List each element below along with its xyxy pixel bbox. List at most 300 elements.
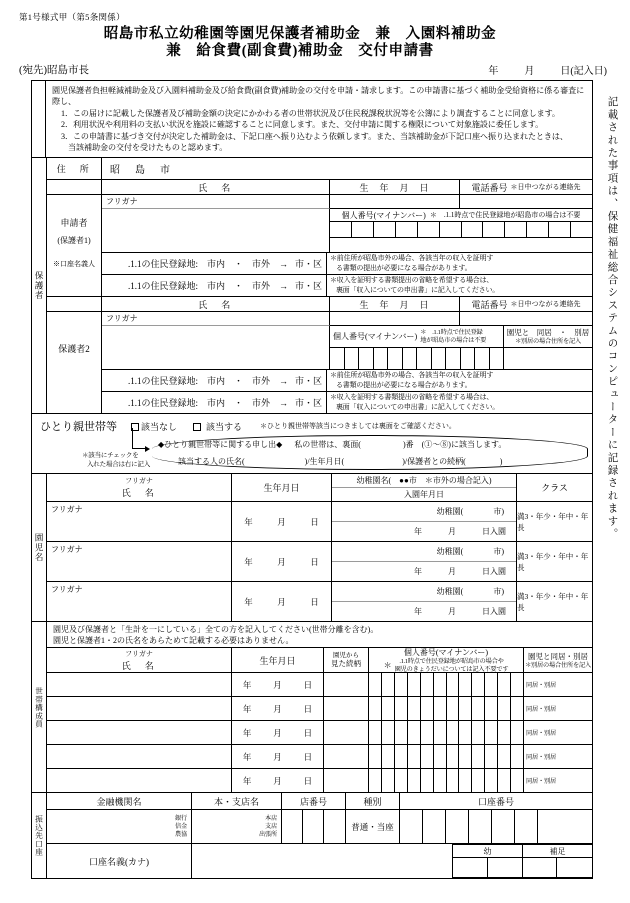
hh-col-cohabit-label: 園児と同居・別居 — [528, 651, 588, 661]
g1-residence-row-1 — [47, 253, 592, 275]
child-enroll-d: 日入園 — [482, 567, 506, 577]
g1-col-tel — [460, 180, 592, 195]
mn-cell[interactable] — [485, 697, 498, 720]
child-class-select[interactable]: 満3・年少・年中・年長 — [517, 582, 592, 622]
household-row — [47, 673, 592, 697]
g1-tel-input[interactable] — [460, 195, 592, 209]
hh-col-relation-l1: 園児から — [333, 652, 359, 660]
title-line-2: 兼 給食費(副食費)補助金 交付申請書 — [166, 43, 434, 59]
g1-col-name: 氏 名 — [102, 180, 330, 195]
mn-cell[interactable] — [408, 697, 421, 720]
hh-relation-input[interactable] — [324, 769, 369, 793]
g2-birth-input[interactable] — [330, 312, 460, 326]
branch-no-cell[interactable] — [303, 810, 324, 844]
children-col-headers — [47, 474, 592, 502]
mn-cell[interactable] — [485, 769, 498, 792]
child-row — [47, 502, 592, 542]
g2-residence-1-label: .1.1の住民登録地: 市内 ・ 市外 → — [128, 376, 289, 387]
mn-cell[interactable] — [511, 697, 523, 720]
mn-cell[interactable] — [369, 673, 382, 696]
office-cell[interactable] — [557, 858, 592, 877]
office-cell[interactable] — [523, 858, 558, 877]
g2-furigana-label: フリガナ — [102, 312, 330, 326]
hh-col-relation — [324, 648, 369, 673]
form-body — [31, 80, 593, 879]
child-col-enroll-label: 入園年月日 — [404, 490, 444, 500]
mn-cell[interactable] — [374, 348, 389, 369]
mn-cell[interactable] — [571, 222, 592, 237]
hh-birth-m: 月 — [273, 727, 282, 738]
mn-cell[interactable] — [527, 222, 549, 237]
address-value[interactable]: 昭 島 市 — [102, 158, 592, 180]
mn-cell[interactable] — [369, 745, 382, 768]
g2-residence-2[interactable] — [102, 392, 327, 414]
mn-cell[interactable] — [434, 697, 447, 720]
g2-mynumber-block — [330, 326, 592, 370]
household-instruction-l1: 園児及び保護者と「生計を一にしている」全ての方を記入してください(世帯分離を含む)。 — [53, 625, 379, 635]
g1-residence-1-label: .1.1の住民登録地: 市内 ・ 市外 → — [128, 259, 289, 270]
mn-cell[interactable] — [440, 222, 462, 237]
mn-cell[interactable] — [417, 348, 432, 369]
hh-mynumber-cells[interactable] — [369, 745, 524, 769]
mn-cell[interactable] — [369, 697, 382, 720]
hh-name-input[interactable] — [47, 769, 232, 793]
household-row — [47, 721, 592, 745]
g1-col-tel-note: ＊日中つながる連絡先 — [510, 183, 581, 192]
hh-birth-input[interactable] — [232, 769, 324, 793]
hh-mynumber-cells[interactable] — [369, 697, 524, 721]
hh-mynumber-cells[interactable] — [369, 769, 524, 793]
hh-cohabit-select[interactable] — [524, 769, 592, 793]
g1-residence-1-suffix: 市・区 — [294, 259, 322, 270]
intro-text — [46, 81, 592, 158]
hh-name-input[interactable] — [47, 697, 232, 721]
mn-cell[interactable] — [421, 673, 434, 696]
child-birth-input[interactable] — [232, 542, 332, 582]
child-enroll-y: 年 — [414, 567, 422, 577]
guardian2-label: 保護者2 — [47, 326, 102, 370]
child-enroll-input[interactable] — [332, 562, 516, 581]
hh-cohabit-select[interactable] — [524, 673, 592, 697]
mn-cell[interactable] — [403, 348, 418, 369]
child-name-input[interactable] — [47, 582, 232, 622]
household-row — [47, 745, 592, 769]
child-enroll-d: 日入園 — [482, 607, 506, 617]
child-enroll-input[interactable] — [332, 602, 516, 621]
account-no-cell[interactable] — [538, 810, 592, 844]
mn-cell[interactable] — [382, 721, 395, 744]
child-name-input[interactable] — [47, 542, 232, 582]
child-kinder-cell[interactable] — [332, 502, 517, 542]
income-note-1 — [327, 253, 592, 275]
g1-col-tel-label: 電話番号 — [471, 182, 508, 193]
mn-cell[interactable] — [418, 222, 440, 237]
hh-relation-input[interactable] — [324, 721, 369, 745]
child-col-class: クラス — [517, 474, 592, 502]
declaration-line2-a: 該当する人の氏名( — [178, 457, 245, 467]
hh-mynumber-note — [395, 658, 509, 674]
mn-cell[interactable] — [447, 673, 460, 696]
mn-cell[interactable] — [446, 348, 461, 369]
g1-header-blank — [47, 180, 102, 195]
g1-col-birth: 生 年 月 日 — [330, 180, 460, 195]
mn-cell[interactable] — [461, 348, 476, 369]
child-birth-m: 月 — [277, 596, 286, 607]
child-col-name — [47, 474, 232, 502]
child-kinder-cell[interactable] — [332, 582, 517, 622]
bank-col-account-no: 口座番号 — [400, 793, 592, 810]
account-holder-note-text: ※口座名義人 — [53, 260, 95, 269]
branch-kind-3[interactable]: 出張所 — [259, 830, 277, 838]
bank-entry-row — [47, 810, 592, 844]
mn-cell[interactable] — [459, 745, 472, 768]
mn-cell[interactable] — [447, 721, 460, 744]
household-instruction-l2: 園児と保護者1・2の氏名をあらためて記載する必要はありません。 — [53, 636, 294, 646]
check-note-l2: 入れた場合は右に記入 — [87, 460, 151, 468]
mn-cell[interactable] — [498, 697, 511, 720]
hh-relation-input[interactable] — [324, 745, 369, 769]
g2-income-note-2-l1: ＊収入を証明する書類提出の省略を希望する場合は、 — [330, 393, 494, 402]
account-no-cell[interactable] — [492, 810, 515, 844]
single-parent-label: ひとり親世帯等 — [40, 421, 117, 434]
office-col-1: 幼 — [453, 845, 523, 857]
hh-cohabit-value: 同居・別居 — [526, 730, 556, 738]
address-label: 住 所 — [47, 158, 102, 180]
hh-cohabit-value: 同居・別居 — [526, 706, 556, 714]
hh-birth-input[interactable] — [232, 745, 324, 769]
bank-kind-1[interactable]: 銀行 — [175, 814, 187, 822]
hh-relation-input[interactable] — [324, 697, 369, 721]
g1-mynumber-block — [330, 209, 592, 253]
hh-cohabit-value: 同居・別居 — [526, 682, 556, 690]
child-birth-y: 年 — [244, 556, 253, 567]
mn-cell[interactable] — [374, 222, 396, 237]
mn-cell[interactable] — [511, 721, 523, 744]
child-enroll-y: 年 — [414, 607, 422, 617]
mn-cell[interactable] — [395, 769, 408, 792]
g2-tel-input[interactable] — [460, 312, 592, 326]
g1-mynumber-cells[interactable] — [330, 222, 592, 238]
hh-birth-input[interactable] — [232, 721, 324, 745]
g2-residence-1-suffix: 市・区 — [294, 376, 322, 387]
mn-cell[interactable] — [382, 769, 395, 792]
hh-name-input[interactable] — [47, 721, 232, 745]
child-birth-m: 月 — [277, 556, 286, 567]
date-day: 日(記入日) — [560, 66, 607, 77]
child-kinder-input[interactable] — [332, 542, 516, 562]
single-parent-check-note — [82, 452, 150, 469]
hh-birth-d: 日 — [303, 751, 313, 762]
g2-income-note-2-l2: 裏面「収入についての申出書」に記入してください。 — [336, 402, 500, 411]
mn-cell[interactable] — [408, 673, 421, 696]
declaration-line2-c: )/保護者との続柄( — [402, 457, 466, 467]
g1-residence-2-suffix: 市・区 — [294, 281, 322, 292]
hh-mynumber-cells[interactable] — [369, 721, 524, 745]
date-month: 月 — [524, 66, 535, 77]
office-cell[interactable] — [453, 858, 488, 877]
hh-mn-note-l2: 園児のきょうだいについては記入不要です — [394, 665, 509, 673]
g2-mynumber-note — [420, 329, 486, 345]
mn-cell[interactable] — [472, 745, 485, 768]
g1-furigana-row — [47, 195, 592, 209]
g2-header-blank — [47, 297, 102, 312]
mn-cell[interactable] — [459, 673, 472, 696]
mn-cell[interactable] — [505, 222, 527, 237]
bank-name-input[interactable] — [47, 810, 192, 844]
mn-cell[interactable] — [485, 745, 498, 768]
household-vertical-label: 世帯構成員 — [32, 622, 47, 793]
child-kinder-input[interactable] — [332, 502, 516, 522]
mn-cell[interactable] — [408, 769, 421, 792]
child-class-select[interactable]: 満3・年少・年中・年長 — [517, 502, 592, 542]
g2-mynumber-cells[interactable] — [330, 348, 504, 369]
mn-cell[interactable] — [485, 721, 498, 744]
child-furigana-label: フリガナ — [51, 585, 83, 595]
form-title — [0, 26, 600, 60]
intro-p2: 1．この届けに記載した保護者及び補助金額の決定にかかわる者の世帯状況及び住民税課税状況等を公簿により調査することに同意します。 — [61, 108, 560, 118]
mn-cell[interactable] — [511, 673, 523, 696]
account-no-cell[interactable] — [469, 810, 492, 844]
child-birth-input[interactable] — [232, 582, 332, 622]
intro-p1: 園児保護者負担軽減補助金及び入園料補助金及び給食費(副食費)補助金の交付を申請・請求します。この申請書に基づく補助金受給資格に係る審査に際し、 — [52, 86, 585, 107]
mn-cell[interactable] — [549, 222, 571, 237]
single-parent-declaration-box — [152, 435, 588, 470]
income-note-2-l1: ＊収入を証明する書類提出の省略を希望する場合は、 — [330, 276, 494, 285]
bank-kind-2[interactable]: 信金 — [175, 822, 187, 830]
hh-col-name-label: 氏 名 — [121, 660, 157, 671]
g2-cohabit-input[interactable] — [504, 348, 592, 369]
income-note-1-l1: ＊前住所が昭島市外の場合、各該当年の収入を証明す — [330, 254, 494, 263]
account-no-cell[interactable] — [423, 810, 446, 844]
date-entry[interactable] — [488, 62, 611, 77]
mn-cell[interactable] — [511, 769, 523, 792]
mn-cell[interactable] — [369, 721, 382, 744]
mn-cell[interactable] — [459, 697, 472, 720]
child-kinder-suffix-a: 幼稚園( — [436, 547, 464, 557]
mn-cell[interactable] — [345, 348, 360, 369]
addressee-label: (宛先)昭島市長 — [19, 65, 89, 76]
child-row — [47, 582, 592, 622]
mn-cell[interactable] — [498, 673, 511, 696]
hh-birth-input[interactable] — [232, 673, 324, 697]
mn-cell[interactable] — [434, 769, 447, 792]
income-note-1-l2: る書類の提出が必要になる場合があります。 — [336, 263, 472, 272]
child-birth-input[interactable] — [232, 502, 332, 542]
g2-col-birth: 生 年 月 日 — [330, 297, 460, 312]
mn-cell[interactable] — [359, 348, 374, 369]
branch-kind-2[interactable]: 支店 — [265, 822, 277, 830]
guardian-vertical-label: 保護者 — [32, 158, 47, 414]
mn-cell[interactable] — [421, 721, 434, 744]
hh-cohabit-select[interactable] — [524, 697, 592, 721]
account-holder-label: 口座名義(カナ) — [47, 844, 192, 878]
g2-residence-1[interactable] — [102, 370, 327, 392]
mn-cell[interactable] — [483, 222, 505, 237]
g1-residence-2[interactable] — [102, 275, 327, 297]
arrow-connector-icon — [132, 428, 146, 449]
guardian2-col-headers — [47, 297, 592, 312]
g2-residence-1-blank — [47, 370, 102, 392]
mn-cell[interactable] — [382, 745, 395, 768]
mn-cell[interactable] — [472, 721, 485, 744]
account-holder-note — [47, 253, 102, 275]
office-cell[interactable] — [488, 858, 523, 877]
hh-cohabit-select[interactable] — [524, 745, 592, 769]
child-class-select[interactable]: 満3・年少・年中・年長 — [517, 542, 592, 582]
single-parent-yes-option[interactable] — [193, 417, 242, 435]
child-col-kinder-label: 幼稚園名( ●●市 ＊市外の場合記入) — [332, 474, 516, 488]
hh-name-input[interactable] — [47, 673, 232, 697]
g2-name-mynumber-row — [47, 326, 592, 370]
mn-cell[interactable] — [511, 745, 523, 768]
g2-residence-row-1 — [47, 370, 592, 392]
hh-birth-y: 年 — [242, 703, 252, 714]
g2-col-tel — [460, 297, 592, 312]
hh-cohabit-select[interactable] — [524, 721, 592, 745]
branch-no-cell[interactable] — [324, 810, 346, 844]
hh-birth-input[interactable] — [232, 697, 324, 721]
g1-residence-1[interactable] — [102, 253, 327, 275]
bank-col-name: 金融機関名 — [47, 793, 192, 810]
g1-name-input[interactable] — [102, 209, 330, 253]
mn-cell[interactable] — [432, 348, 447, 369]
mn-cell[interactable] — [472, 673, 485, 696]
mn-cell[interactable] — [421, 769, 434, 792]
mn-cell[interactable] — [421, 745, 434, 768]
child-enroll-d: 日入園 — [482, 527, 506, 537]
hh-mynumber-star: ＊ — [383, 661, 392, 671]
child-kinder-suffix-a: 幼稚園( — [436, 587, 464, 597]
mn-cell[interactable] — [475, 348, 490, 369]
g2-name-input[interactable] — [102, 326, 330, 370]
child-name-input[interactable] — [47, 502, 232, 542]
mn-cell[interactable] — [485, 673, 498, 696]
mn-cell[interactable] — [447, 697, 460, 720]
branch-kind-1[interactable]: 本店 — [265, 814, 277, 822]
mn-cell[interactable] — [421, 697, 434, 720]
child-birth-d: 日 — [310, 516, 319, 527]
check-note-l1: ＊該当にチェックを — [82, 452, 139, 460]
guardian1-col-headers — [47, 180, 592, 195]
mn-cell[interactable] — [352, 222, 374, 237]
intro-row — [32, 81, 592, 158]
g2-income-note-1 — [327, 370, 592, 392]
g2-mn-note-l2: 地が昭島市の場合は不要 — [420, 336, 487, 344]
mn-cell[interactable] — [388, 348, 403, 369]
child-kinder-cell[interactable] — [332, 542, 517, 582]
g1-furigana-blank — [47, 195, 102, 209]
mn-cell[interactable] — [434, 673, 447, 696]
mn-cell[interactable] — [382, 697, 395, 720]
declaration-title: ◆ひとり親世帯等に関する申し出◆ — [158, 440, 283, 450]
mn-cell[interactable] — [459, 721, 472, 744]
child-col-birth: 生年月日 — [232, 474, 332, 502]
hh-col-mynumber-label: 個人番号(マイナンバー) — [403, 647, 489, 657]
g1-residence-row-2 — [47, 275, 592, 297]
bank-type-select[interactable]: 普通・当座 — [346, 810, 400, 844]
hh-birth-y: 年 — [242, 679, 252, 690]
title-line-1: 昭島市私立幼稚園等園児保護者補助金 兼 入園料補助金 — [103, 26, 497, 42]
hh-name-input[interactable] — [47, 745, 232, 769]
hh-mynumber-cells[interactable] — [369, 673, 524, 697]
mn-cell[interactable] — [498, 745, 511, 768]
child-kinder-suffix-b: 市) — [493, 547, 504, 557]
mn-cell[interactable] — [472, 697, 485, 720]
account-no-cell[interactable] — [515, 810, 538, 844]
g1-birth-input[interactable] — [330, 195, 460, 209]
account-no-cell[interactable] — [400, 810, 423, 844]
mn-cell[interactable] — [434, 721, 447, 744]
office-col-2: 補足 — [549, 846, 566, 856]
mn-cell[interactable] — [395, 697, 408, 720]
mn-cell[interactable] — [434, 745, 447, 768]
declaration-line1-b: )番 (①～⑧)に該当します。 — [402, 440, 507, 450]
mn-cell[interactable] — [498, 769, 511, 792]
mn-cell[interactable] — [330, 348, 345, 369]
g2-residence-2-blank — [47, 392, 102, 414]
address-row — [47, 158, 592, 180]
system-record-note: 記載された事項は、保健福祉総合システムのコンピューターに記録されます。 — [606, 96, 618, 541]
intro-spacer — [32, 81, 46, 158]
hh-col-cohabit-note: ＊別居の場合住所を記入 — [525, 661, 591, 669]
child-birth-y: 年 — [244, 596, 253, 607]
bank-col-branch: 本・支店名 — [192, 793, 282, 810]
mn-cell[interactable] — [382, 673, 395, 696]
mn-cell[interactable] — [459, 769, 472, 792]
mn-cell[interactable] — [369, 769, 382, 792]
hh-relation-input[interactable] — [324, 673, 369, 697]
child-kinder-input[interactable] — [332, 582, 516, 602]
applicant-label: 申請者 — [60, 218, 88, 229]
mn-cell[interactable] — [330, 222, 352, 237]
income-note-2 — [327, 275, 592, 297]
hh-birth-m: 月 — [273, 751, 282, 762]
date-year: 年 — [488, 66, 499, 77]
mn-cell[interactable] — [447, 745, 460, 768]
mn-cell[interactable] — [408, 745, 421, 768]
child-enroll-m: 月 — [448, 527, 456, 537]
bank-kind-3[interactable]: 農協 — [175, 830, 187, 838]
bank-group — [32, 793, 592, 878]
mn-cell[interactable] — [498, 721, 511, 744]
branch-no-cell[interactable] — [282, 810, 303, 844]
guardian-group — [32, 158, 592, 414]
bank-col-type: 種別 — [346, 793, 400, 810]
mn-cell[interactable] — [447, 769, 460, 792]
mn-cell[interactable] — [395, 745, 408, 768]
declaration-line2-d: ) — [499, 457, 503, 467]
mn-cell[interactable] — [462, 222, 484, 237]
bank-branch-input[interactable] — [192, 810, 282, 844]
mn-cell[interactable] — [472, 769, 485, 792]
checkbox-unchecked-icon[interactable] — [193, 423, 201, 431]
single-parent-note: ＊ひとり親世帯等該当につきましては裏面をご確認ください。 — [260, 422, 456, 431]
mn-cell[interactable] — [408, 721, 421, 744]
mn-cell[interactable] — [395, 673, 408, 696]
bank-col-branch-no: 店番号 — [282, 793, 346, 810]
mn-cell[interactable] — [395, 721, 408, 744]
income-note-2-l2: 裏面「収入についての申出書」に記入してください。 — [336, 285, 500, 294]
child-enroll-input[interactable] — [332, 522, 516, 541]
child-birth-d: 日 — [310, 596, 319, 607]
hh-cohabit-value: 同居・別居 — [526, 778, 556, 786]
account-no-cell[interactable] — [446, 810, 469, 844]
mn-cell[interactable] — [396, 222, 418, 237]
mn-cell[interactable] — [490, 348, 504, 369]
hh-col-birth: 生年月日 — [232, 648, 324, 673]
child-birth-y: 年 — [244, 516, 253, 527]
g2-residence-row-2 — [47, 392, 592, 414]
